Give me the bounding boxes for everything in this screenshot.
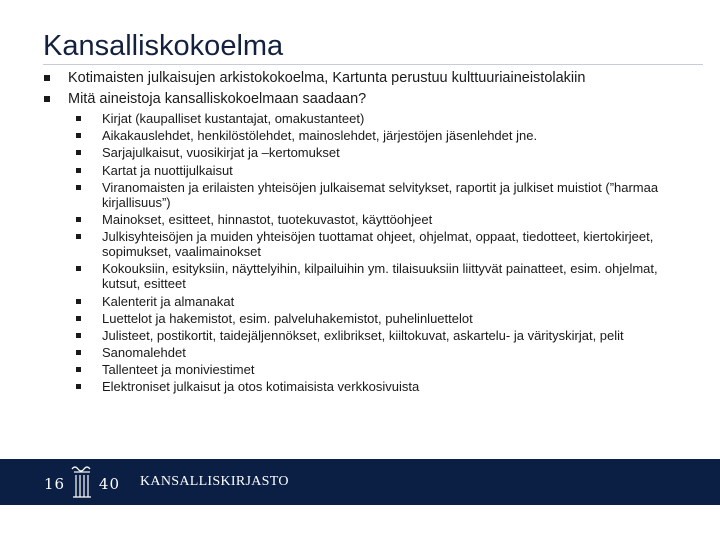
sub-bullet-list bbox=[74, 111, 694, 397]
sub-bullet: Mainokset, esitteet, hinnastot, tuotekuvastot, käyttöohjeet bbox=[74, 212, 694, 227]
main-bullet: Mitä aineistoja kansalliskokoelmaan saadaan? bbox=[40, 89, 700, 110]
logo-year-right: 40 bbox=[98, 475, 120, 493]
library-logo bbox=[44, 463, 120, 501]
sub-bullet: Julkisyhteisöjen ja muiden yhteisöjen tuottamat ohjeet, ohjelmat, oppaat, tiedotteet, kiertokirjeet, sopimukset, vaalimainokset bbox=[74, 229, 694, 259]
sub-bullet: Julisteet, postikortit, taidejäljennökset, exlibrikset, kiiltokuvat, askartelu- ja värityskirjat, pelit bbox=[74, 328, 694, 343]
sub-bullet: Kirjat (kaupalliset kustantajat, omakustanteet) bbox=[74, 111, 694, 126]
logo-year-left: 16 bbox=[44, 475, 66, 493]
sub-bullet: Luettelot ja hakemistot, esim. palveluhakemistot, puhelinluettelot bbox=[74, 311, 694, 326]
footer-bar bbox=[0, 459, 720, 505]
sub-bullet: Aikakauslehdet, henkilöstölehdet, mainoslehdet, järjestöjen jäsenlehdet jne. bbox=[74, 128, 694, 143]
logo-year bbox=[44, 475, 120, 493]
sub-bullet: Tallenteet ja moniviestimet bbox=[74, 362, 694, 377]
title-divider bbox=[43, 64, 703, 65]
sub-bullet: Kalenterit ja almanakat bbox=[74, 294, 694, 309]
main-bullet-list bbox=[40, 68, 700, 110]
sub-bullet: Viranomaisten ja erilaisten yhteisöjen julkaisemat selvitykset, raportit ja julkiset muistiot (”harmaa kirjallisuus”) bbox=[74, 180, 694, 210]
sub-bullet: Kartat ja nuottijulkaisut bbox=[74, 163, 694, 178]
main-bullet: Kotimaisten julkaisujen arkistokokoelma, Kartunta perustuu kulttuuriaineistolakiin bbox=[40, 68, 700, 89]
sub-bullet: Sarjajulkaisut, vuosikirjat ja –kertomukset bbox=[74, 145, 694, 160]
sub-bullet: Sanomalehdet bbox=[74, 345, 694, 360]
sub-bullet: Elektroniset julkaisut ja otos kotimaisista verkkosivuista bbox=[74, 379, 694, 394]
slide-title: Kansalliskokoelma bbox=[43, 30, 284, 62]
sub-bullet: Kokouksiin, esityksiin, näyttelyihin, kilpailuihin ym. tilaisuuksiin liittyvät painatteet, esim. ohjelmat, kutsut, esitteet bbox=[74, 261, 694, 291]
organization-name: KANSALLISKIRJASTO bbox=[140, 474, 289, 489]
